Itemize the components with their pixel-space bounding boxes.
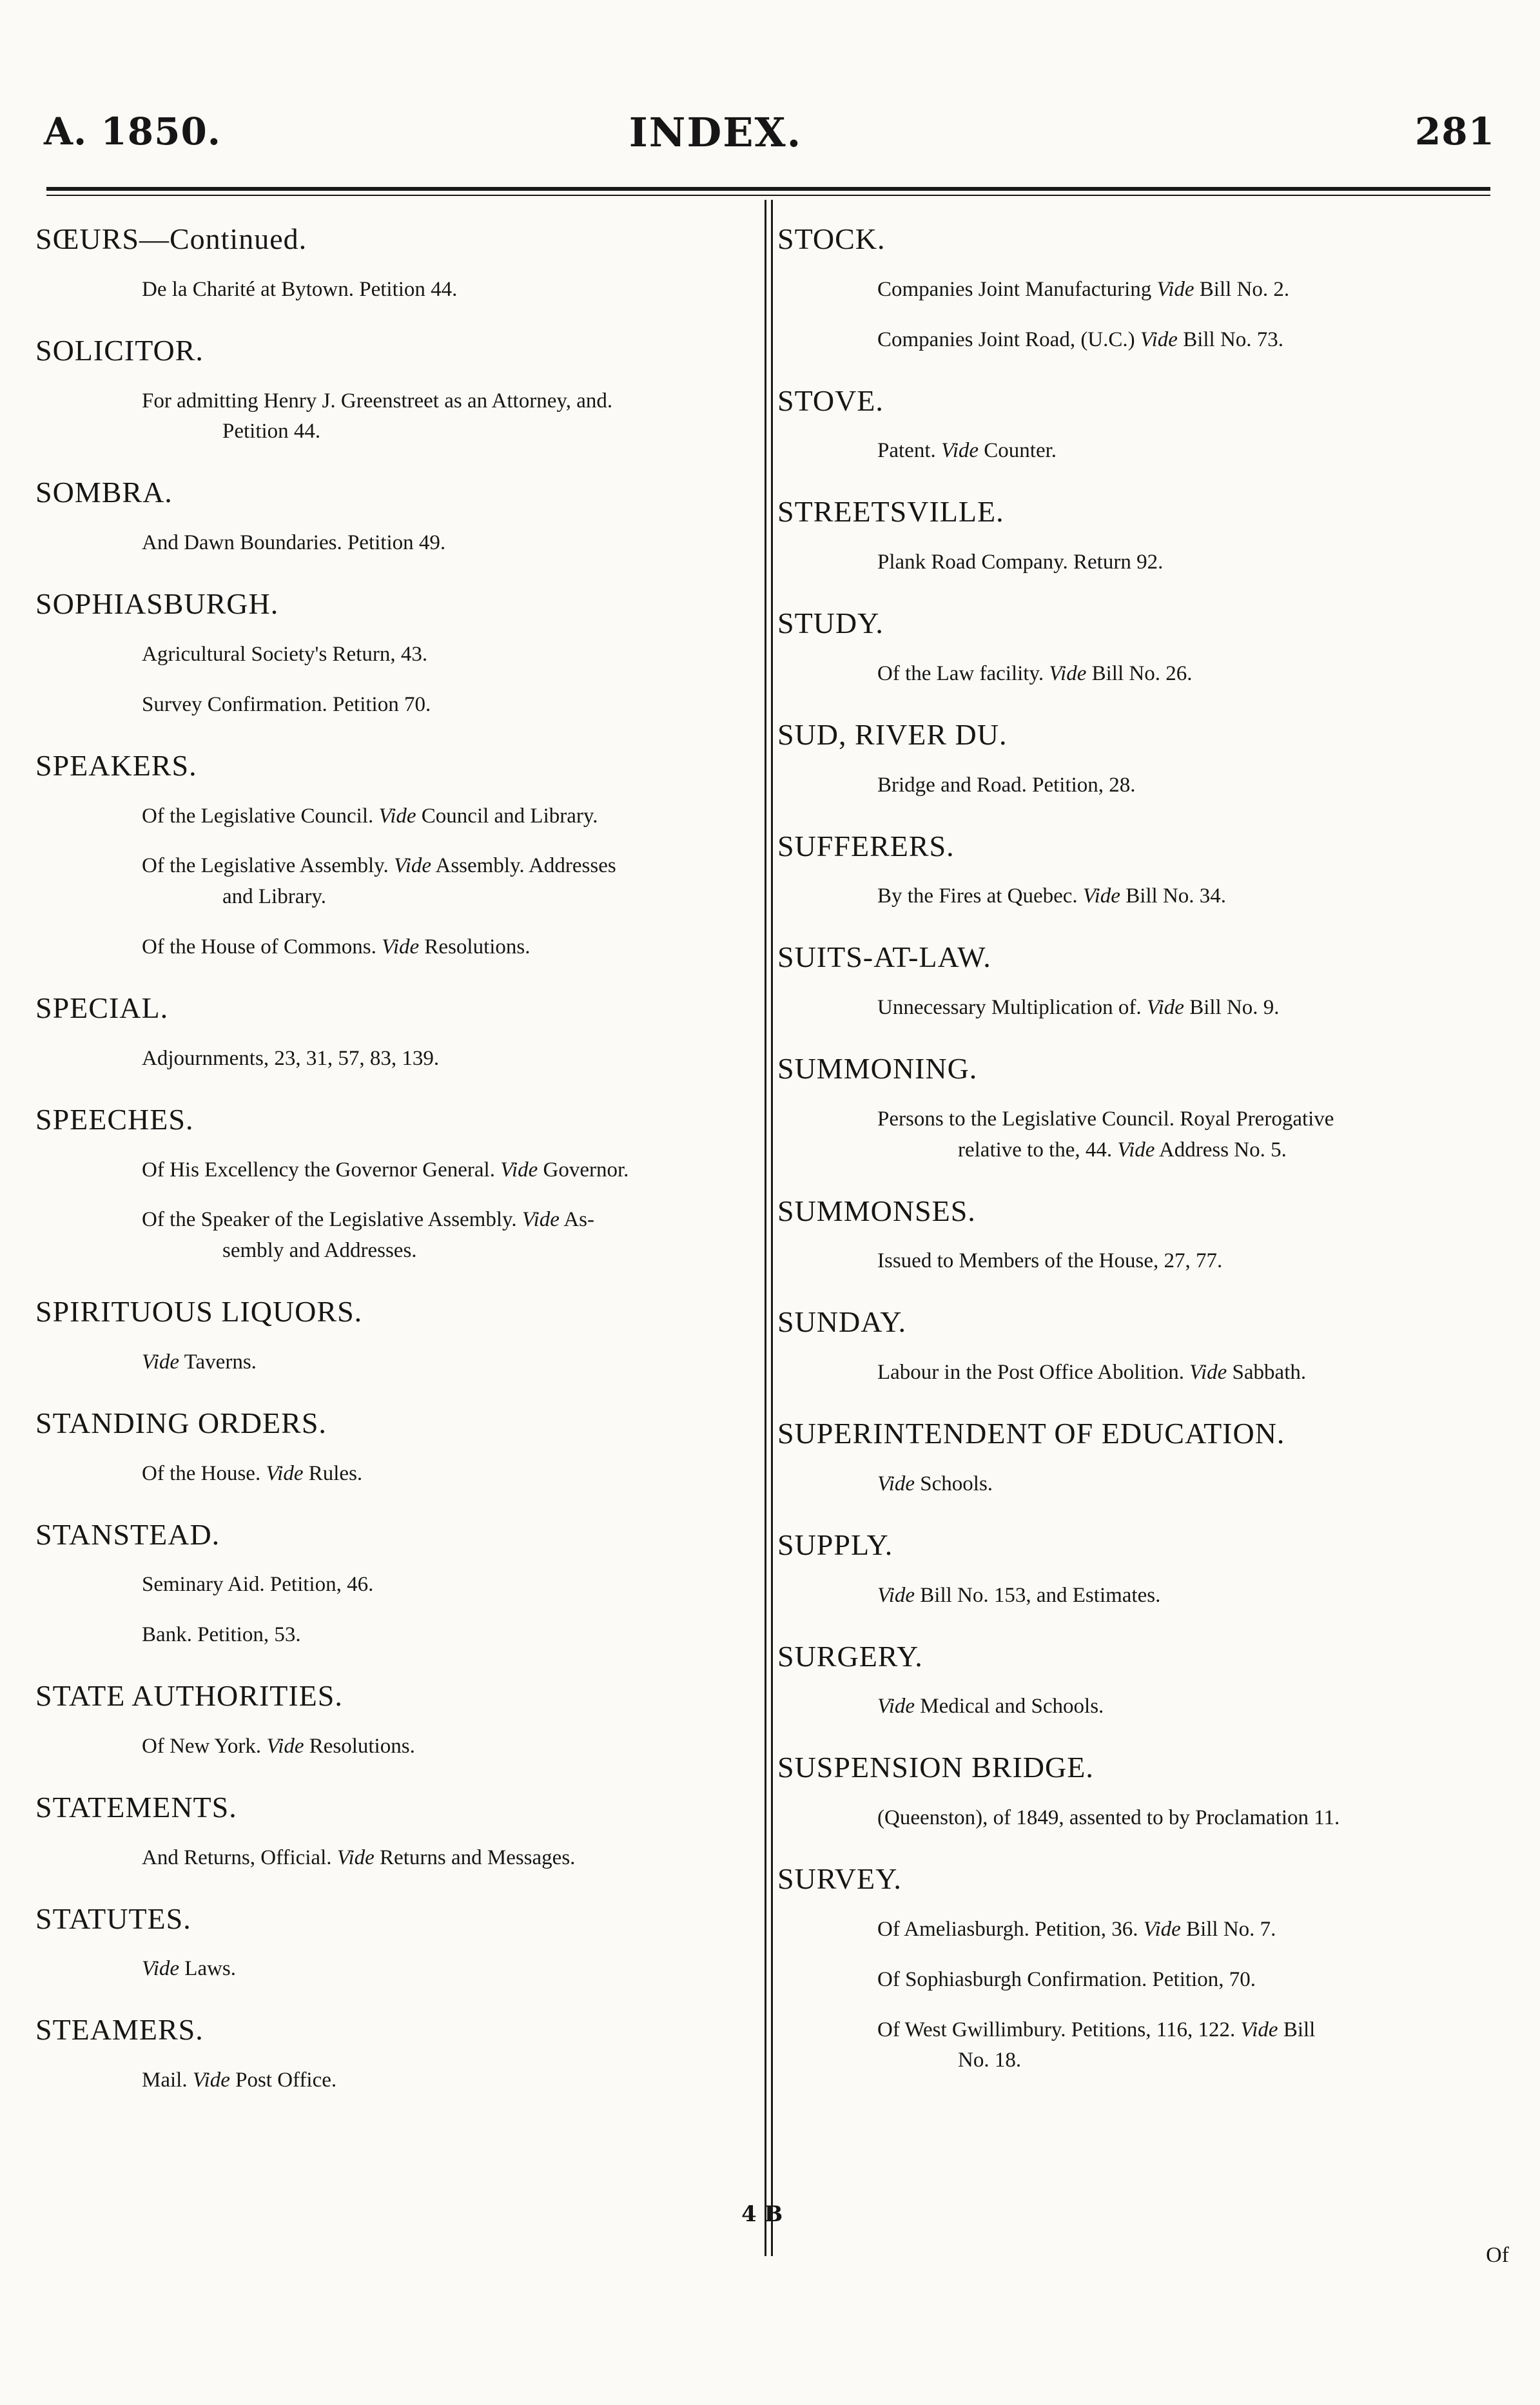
index-entry-text: By the Fires at Quebec. Vide Bill No. 34. [877,884,1227,908]
index-entry [35,386,764,448]
index-heading: SPEECHES. [35,1102,194,1136]
column-divider-left [765,200,766,2256]
index-heading: SURGERY. [777,1639,923,1673]
index-heading: SUITS-AT-LAW. [777,940,991,974]
index-entry-group [777,1528,1503,1611]
index-heading: SUPPLY. [777,1528,893,1561]
index-entry-text: Of West Gwillimbury. Petitions, 116, 122. Vide Bill [877,2018,1316,2041]
index-heading: STUDY. [777,607,884,640]
index-heading: STATUTES. [35,1902,191,1935]
page-title: INDEX. [629,109,803,156]
index-entry-text: Bank. Petition, 53. [142,1623,301,1647]
index-entry-group [777,222,1503,356]
index-heading: SUMMONSES. [777,1194,976,1227]
index-entry-group [35,222,764,306]
index-entry [777,325,1503,356]
index-entry-text: Vide Medical and Schools. [877,1695,1104,1719]
index-heading: STOCK. [777,222,886,255]
index-entry-group [35,1103,764,1267]
index-entry-group [35,1518,764,1651]
index-entry-continuation: and Library. [222,885,326,909]
index-entry-text: Of the Law facility. Vide Bill No. 26. [877,661,1193,685]
index-entry [777,770,1503,801]
index-entry-text: Of Ameliasburgh. Petition, 36. Vide Bill No. 7. [877,1917,1276,1941]
index-heading: STATEMENTS. [35,1790,237,1824]
index-entry-group [777,1052,1503,1166]
index-entry-group [35,587,764,721]
index-entry [35,1570,764,1601]
index-entry-group [777,1417,1503,1500]
index-heading: SUNDAY. [777,1305,907,1339]
index-entry-text: And Returns, Official. Vide Returns and Messages. [142,1845,576,1869]
index-entry-text: For admitting Henry J. Greenstreet as an Attorney, and. [142,389,613,413]
index-heading: SUSPENSION BRIDGE. [777,1751,1094,1784]
index-entry-group [777,940,1503,1024]
signature-mark: 4 B [741,2201,783,2227]
index-entry [777,436,1503,467]
index-entry-text: Mail. Vide Post Office. [142,2069,337,2092]
header-rule-thick [46,187,1490,191]
index-entry-text: Vide Laws. [142,1957,237,1981]
index-entry-text: Persons to the Legislative Council. Royal Prerogative [877,1107,1334,1131]
index-entry [35,1205,764,1267]
index-entry [35,1044,764,1075]
index-entry [777,2015,1503,2077]
index-entry-text: Survey Confirmation. Petition 70. [142,692,431,716]
index-entry [777,1358,1503,1388]
index-entry-text: Of Sophiasburgh Confirmation. Petition, 70. [877,1967,1256,1991]
index-entry-continuation: relative to the, 44. Vide Address No. 5. [958,1138,1287,1162]
index-entry-group [35,749,764,963]
index-column-left [35,222,764,2125]
index-heading: SUMMONING. [777,1051,978,1085]
index-entry [35,932,764,963]
index-heading: SPECIAL. [35,991,169,1024]
index-heading: SŒURS—Continued. [35,222,307,255]
index-entry [777,659,1503,690]
index-entry [35,1459,764,1490]
index-column-right [777,222,1503,2105]
index-entry-group [777,1305,1503,1388]
index-entry-text: Vide Schools. [877,1472,993,1495]
index-entry [777,1803,1503,1834]
index-heading: STREETSVILLE. [777,495,1004,529]
index-entry-group [35,1295,764,1378]
index-entry [777,993,1503,1024]
index-entry-text: And Dawn Boundaries. Petition 49. [142,531,446,555]
index-entry-text: Patent. Vide Counter. [877,439,1057,463]
index-entry [777,1581,1503,1611]
index-entry-group [777,1862,1503,2076]
page-number: 281 [1414,110,1495,153]
index-heading: SPIRITUOUS LIQUORS. [35,1295,363,1329]
index-entry-group [35,334,764,448]
index-heading: STATE AUTHORITIES. [35,1679,343,1713]
index-entry-continuation: sembly and Addresses. [222,1239,417,1263]
index-entry [777,881,1503,912]
index-entry [35,1954,764,1985]
index-entry-group [35,1902,764,1985]
index-entry [777,547,1503,578]
column-divider-right [771,200,773,2256]
header-rule-thin [46,195,1490,196]
index-entry-group [35,2013,764,2096]
index-entry [35,801,764,832]
index-heading: SUPERINTENDENT OF EDUCATION. [777,1417,1285,1450]
index-entry-text: Labour in the Post Office Abolition. Vide Sabbath. [877,1361,1307,1385]
index-entry-text: Of the Speaker of the Legislative Assembly. Vide As- [142,1208,594,1232]
index-entry-group [777,384,1503,467]
index-entry-text: Agricultural Society's Return, 43. [142,642,428,666]
index-heading: STEAMERS. [35,2013,204,2047]
index-heading: STANDING ORDERS. [35,1406,327,1439]
index-entry [35,1155,764,1186]
index-entry [35,851,764,913]
index-entry-continuation: Petition 44. [222,420,321,443]
index-heading: STOVE. [777,384,884,417]
index-entry-text: Issued to Members of the House, 27, 77. [877,1249,1223,1273]
index-entry-group [777,830,1503,913]
index-entry-text: Bridge and Road. Petition, 28. [877,773,1136,797]
index-entry-group [35,1791,764,1874]
index-heading: SUFFERERS. [777,829,955,862]
index-entry-group [35,1679,764,1762]
index-entry [777,1691,1503,1722]
index-entry-group [777,1194,1503,1278]
index-entry-group [777,495,1503,578]
index-entry-text: Adjournments, 23, 31, 57, 83, 139. [142,1046,440,1070]
index-entry-text: Seminary Aid. Petition, 46. [142,1573,374,1597]
index-entry-group [777,718,1503,801]
index-entry-text: De la Charité at Bytown. Petition 44. [142,277,458,301]
index-heading: SUD, RIVER DU. [777,717,1008,751]
header-year: A. 1850. [44,110,222,153]
index-entry [35,2065,764,2096]
index-entry [35,1731,764,1762]
index-entry-group [777,1640,1503,1723]
index-entry [777,275,1503,306]
index-entry [777,1965,1503,1996]
catchword: Of [1486,2243,1509,2267]
index-entry [35,528,764,559]
index-heading: SURVEY. [777,1862,902,1895]
index-entry-group [35,476,764,559]
index-entry [777,1104,1503,1166]
index-entry-text: Of the House. Vide Rules. [142,1461,363,1485]
index-entry-text: Of the Legislative Assembly. Vide Assembly. Addresses [142,854,616,878]
index-entry [35,1620,764,1651]
index-entry-continuation: No. 18. [958,2049,1022,2072]
index-entry-text: (Queenston), of 1849, assented to by Proclamation 11. [877,1806,1340,1830]
index-entry-text: Companies Joint Road, (U.C.) Vide Bill No. 73. [877,327,1284,351]
index-entry [35,1843,764,1874]
index-entry-group [35,991,764,1075]
index-entry-text: Vide Taverns. [142,1350,257,1374]
index-heading: SOMBRA. [35,476,173,509]
index-entry-text: Companies Joint Manufacturing Vide Bill No. 2. [877,277,1290,301]
index-entry-group [777,1751,1503,1834]
index-heading: STANSTEAD. [35,1517,220,1551]
index-entry-group [777,607,1503,690]
index-heading: SOPHIASBURGH. [35,587,279,621]
index-entry [777,1914,1503,1945]
index-heading: SPEAKERS. [35,748,197,782]
index-entry [35,1347,764,1378]
index-entry-group [35,1407,764,1490]
index-entry [35,690,764,721]
index-entry-text: Plank Road Company. Return 92. [877,550,1164,574]
index-entry-text: Unnecessary Multiplication of. Vide Bill No. 9. [877,996,1280,1020]
index-entry-text: Vide Bill No. 153, and Estimates. [877,1583,1161,1607]
index-heading: SOLICITOR. [35,333,204,367]
index-entry [777,1469,1503,1500]
index-entry-text: Of New York. Vide Resolutions. [142,1734,415,1758]
index-entry [777,1246,1503,1277]
index-entry-text: Of the House of Commons. Vide Resolutions. [142,935,531,959]
index-entry-text: Of His Excellency the Governor General. Vide Governor. [142,1158,629,1182]
index-entry [35,275,764,306]
index-entry-text: Of the Legislative Council. Vide Council and Library. [142,804,598,828]
index-entry [35,639,764,670]
